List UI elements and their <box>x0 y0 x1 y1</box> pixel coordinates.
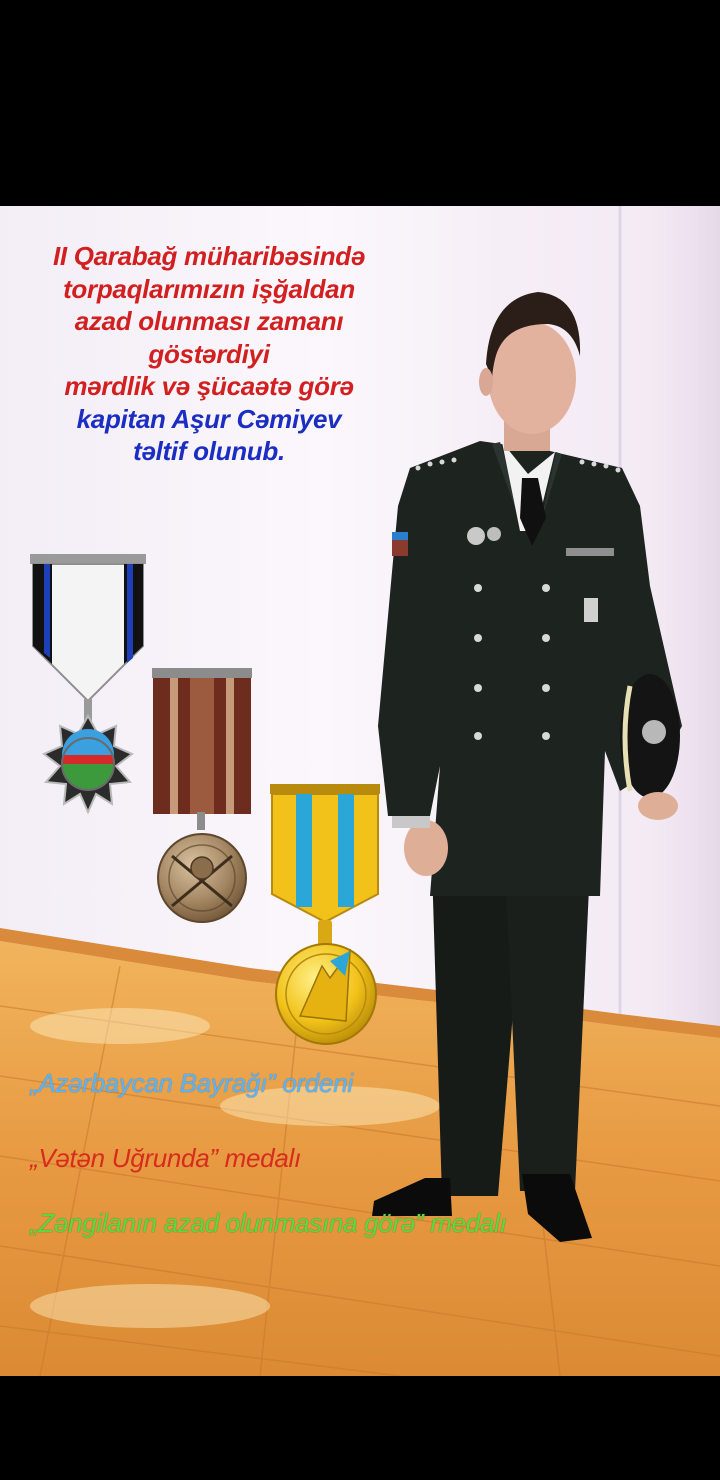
honoree-name-line: kapitan Aşur Cəmiyev <box>76 403 342 434</box>
vatan-ugrunda-medal <box>152 668 252 922</box>
headline-final-line: təltif olunub. <box>133 436 285 466</box>
headline-line-3: azad olunması zamanı <box>74 306 344 336</box>
headline <box>0 240 418 468</box>
poster <box>0 206 720 1376</box>
headline-line-2: torpaqlarımızın işğaldan <box>63 273 355 304</box>
headline-line-4: göstərdiyi <box>148 338 270 369</box>
award-vatan-ugrunda: „Vətən Uğrunda” medalı <box>30 1143 301 1173</box>
award-flag-order: „Azərbaycan Bayrağı” ordeni <box>30 1068 353 1098</box>
zangilan-medal <box>270 784 380 1044</box>
flag-order-medal <box>30 554 146 812</box>
award-zangilan: „Zəngilanın azad olunmasına görə” medalı <box>30 1208 507 1238</box>
headline-line-5: mərdlik və şücaətə görə <box>64 371 354 401</box>
headline-line-1: II Qarabağ müharibəsində <box>52 241 366 271</box>
